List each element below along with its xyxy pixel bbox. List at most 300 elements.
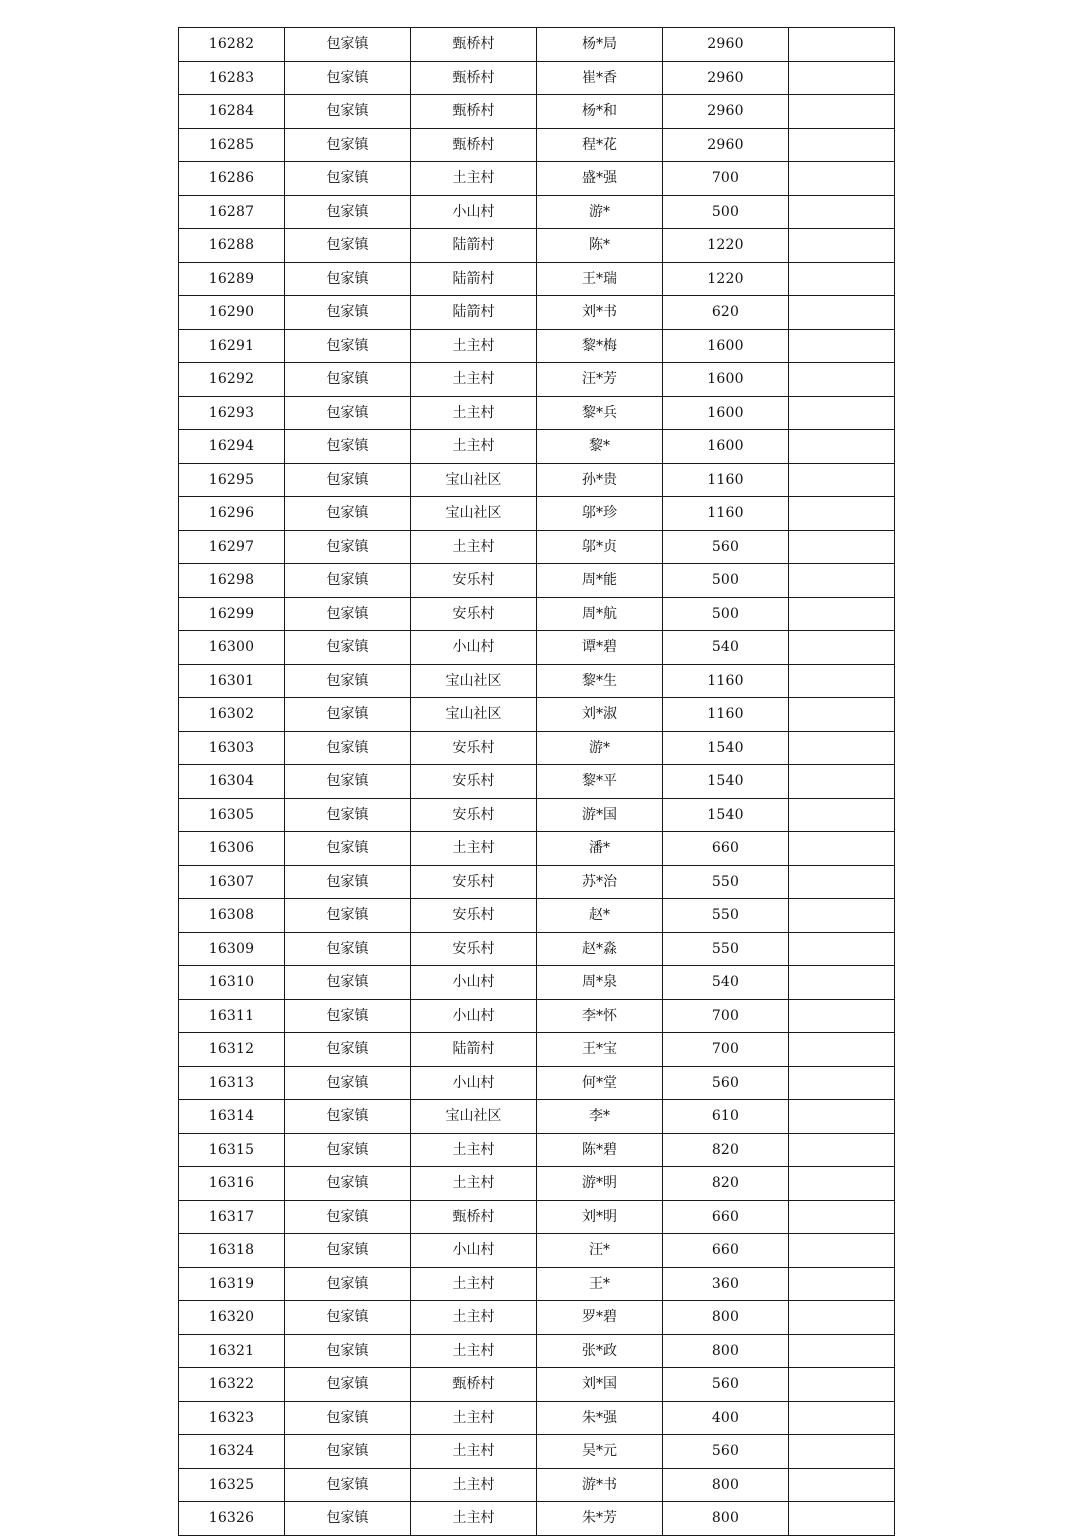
village-cell: 小山村 [411,631,537,665]
name-cell: 刘*书 [537,296,663,330]
village-cell: 土主村 [411,162,537,196]
amount-cell: 1540 [663,765,789,799]
village-cell: 陆箭村 [411,229,537,263]
serial-number-cell: 16292 [179,363,285,397]
table-row [179,698,895,732]
town-cell: 包家镇 [285,966,411,1000]
town-cell: 包家镇 [285,1066,411,1100]
village-cell: 陆箭村 [411,296,537,330]
table-row [179,731,895,765]
serial-number-cell: 16286 [179,162,285,196]
remark-cell [789,162,895,196]
village-cell: 甄桥村 [411,28,537,62]
remark-cell [789,899,895,933]
village-cell: 土主村 [411,530,537,564]
amount-cell: 2960 [663,95,789,129]
serial-number-cell: 16285 [179,128,285,162]
table-row [179,899,895,933]
remark-cell [789,1502,895,1536]
serial-number-cell: 16295 [179,463,285,497]
table-row [179,1267,895,1301]
serial-number-cell: 16303 [179,731,285,765]
table-row [179,28,895,62]
town-cell: 包家镇 [285,1100,411,1134]
name-cell: 李* [537,1100,663,1134]
serial-number-cell: 16304 [179,765,285,799]
table-row [179,396,895,430]
remark-cell [789,1167,895,1201]
remark-cell [789,430,895,464]
remark-cell [789,664,895,698]
amount-cell: 1220 [663,229,789,263]
remark-cell [789,329,895,363]
town-cell: 包家镇 [285,430,411,464]
remark-cell [789,28,895,62]
amount-cell: 700 [663,162,789,196]
town-cell: 包家镇 [285,1401,411,1435]
village-cell: 宝山社区 [411,698,537,732]
name-cell: 周*泉 [537,966,663,1000]
village-cell: 土主村 [411,1401,537,1435]
amount-cell: 500 [663,195,789,229]
village-cell: 小山村 [411,999,537,1033]
serial-number-cell: 16318 [179,1234,285,1268]
table-row [179,564,895,598]
village-cell: 土主村 [411,1301,537,1335]
remark-cell [789,698,895,732]
village-cell: 宝山社区 [411,1100,537,1134]
table-row [179,1100,895,1134]
serial-number-cell: 16310 [179,966,285,1000]
town-cell: 包家镇 [285,1167,411,1201]
amount-cell: 1600 [663,396,789,430]
village-cell: 土主村 [411,1435,537,1469]
serial-number-cell: 16321 [179,1334,285,1368]
name-cell: 杨*和 [537,95,663,129]
amount-cell: 700 [663,1033,789,1067]
amount-cell: 560 [663,1368,789,1402]
amount-cell: 560 [663,1066,789,1100]
town-cell: 包家镇 [285,832,411,866]
amount-cell: 800 [663,1502,789,1536]
table-row [179,631,895,665]
remark-cell [789,128,895,162]
remark-cell [789,1435,895,1469]
amount-cell: 1160 [663,497,789,531]
serial-number-cell: 16288 [179,229,285,263]
village-cell: 陆箭村 [411,1033,537,1067]
remark-cell [789,229,895,263]
amount-cell: 400 [663,1401,789,1435]
amount-cell: 540 [663,966,789,1000]
amount-cell: 660 [663,832,789,866]
name-cell: 朱*芳 [537,1502,663,1536]
amount-cell: 360 [663,1267,789,1301]
town-cell: 包家镇 [285,765,411,799]
table-row [179,664,895,698]
amount-cell: 1600 [663,329,789,363]
name-cell: 黎*平 [537,765,663,799]
name-cell: 杨*局 [537,28,663,62]
name-cell: 潘* [537,832,663,866]
town-cell: 包家镇 [285,262,411,296]
serial-number-cell: 16324 [179,1435,285,1469]
town-cell: 包家镇 [285,564,411,598]
town-cell: 包家镇 [285,798,411,832]
serial-number-cell: 16306 [179,832,285,866]
serial-number-cell: 16289 [179,262,285,296]
table-row [179,765,895,799]
village-cell: 安乐村 [411,798,537,832]
town-cell: 包家镇 [285,296,411,330]
remark-cell [789,1368,895,1402]
serial-number-cell: 16287 [179,195,285,229]
table-row [179,430,895,464]
town-cell: 包家镇 [285,865,411,899]
table-row [179,1200,895,1234]
town-cell: 包家镇 [285,1502,411,1536]
town-cell: 包家镇 [285,363,411,397]
table-row [179,296,895,330]
table-row [179,865,895,899]
serial-number-cell: 16312 [179,1033,285,1067]
name-cell: 李*怀 [537,999,663,1033]
village-cell: 安乐村 [411,731,537,765]
amount-cell: 800 [663,1468,789,1502]
remark-cell [789,296,895,330]
name-cell: 崔*香 [537,61,663,95]
serial-number-cell: 16316 [179,1167,285,1201]
serial-number-cell: 16290 [179,296,285,330]
remark-cell [789,564,895,598]
table-row [179,1435,895,1469]
serial-number-cell: 16322 [179,1368,285,1402]
town-cell: 包家镇 [285,61,411,95]
remark-cell [789,1066,895,1100]
table-row [179,1234,895,1268]
name-cell: 黎*梅 [537,329,663,363]
table-row [179,1401,895,1435]
amount-cell: 1600 [663,363,789,397]
town-cell: 包家镇 [285,1301,411,1335]
name-cell: 游* [537,195,663,229]
remark-cell [789,262,895,296]
table-row [179,229,895,263]
name-cell: 程*花 [537,128,663,162]
town-cell: 包家镇 [285,1133,411,1167]
village-cell: 土主村 [411,1502,537,1536]
remark-cell [789,966,895,1000]
serial-number-cell: 16315 [179,1133,285,1167]
name-cell: 周*能 [537,564,663,598]
remark-cell [789,765,895,799]
records-table-body [179,28,895,1536]
serial-number-cell: 16309 [179,932,285,966]
town-cell: 包家镇 [285,195,411,229]
table-row [179,1133,895,1167]
table-row [179,195,895,229]
serial-number-cell: 16284 [179,95,285,129]
name-cell: 罗*碧 [537,1301,663,1335]
name-cell: 陈*碧 [537,1133,663,1167]
village-cell: 安乐村 [411,597,537,631]
amount-cell: 610 [663,1100,789,1134]
table-row [179,1167,895,1201]
table-row [179,1368,895,1402]
town-cell: 包家镇 [285,497,411,531]
name-cell: 孙*贵 [537,463,663,497]
amount-cell: 820 [663,1133,789,1167]
remark-cell [789,195,895,229]
amount-cell: 2960 [663,28,789,62]
serial-number-cell: 16326 [179,1502,285,1536]
remark-cell [789,832,895,866]
amount-cell: 1540 [663,731,789,765]
name-cell: 邬*贞 [537,530,663,564]
town-cell: 包家镇 [285,329,411,363]
town-cell: 包家镇 [285,1234,411,1268]
serial-number-cell: 16293 [179,396,285,430]
town-cell: 包家镇 [285,1033,411,1067]
village-cell: 安乐村 [411,899,537,933]
village-cell: 甄桥村 [411,61,537,95]
serial-number-cell: 16317 [179,1200,285,1234]
serial-number-cell: 16301 [179,664,285,698]
table-row [179,1301,895,1335]
remark-cell [789,1133,895,1167]
village-cell: 安乐村 [411,865,537,899]
serial-number-cell: 16307 [179,865,285,899]
table-row [179,262,895,296]
town-cell: 包家镇 [285,1334,411,1368]
remark-cell [789,530,895,564]
name-cell: 陈* [537,229,663,263]
village-cell: 土主村 [411,430,537,464]
amount-cell: 560 [663,530,789,564]
village-cell: 小山村 [411,1234,537,1268]
table-row [179,1033,895,1067]
village-cell: 小山村 [411,966,537,1000]
village-cell: 宝山社区 [411,463,537,497]
serial-number-cell: 16300 [179,631,285,665]
serial-number-cell: 16296 [179,497,285,531]
remark-cell [789,597,895,631]
serial-number-cell: 16325 [179,1468,285,1502]
village-cell: 安乐村 [411,564,537,598]
name-cell: 游*明 [537,1167,663,1201]
name-cell: 刘*国 [537,1368,663,1402]
town-cell: 包家镇 [285,229,411,263]
amount-cell: 1220 [663,262,789,296]
name-cell: 游* [537,731,663,765]
name-cell: 游*国 [537,798,663,832]
remark-cell [789,798,895,832]
town-cell: 包家镇 [285,698,411,732]
table-row [179,798,895,832]
amount-cell: 500 [663,597,789,631]
amount-cell: 620 [663,296,789,330]
remark-cell [789,1468,895,1502]
remark-cell [789,61,895,95]
village-cell: 土主村 [411,1334,537,1368]
name-cell: 吴*元 [537,1435,663,1469]
remark-cell [789,865,895,899]
amount-cell: 550 [663,865,789,899]
village-cell: 土主村 [411,363,537,397]
table-row [179,463,895,497]
amount-cell: 1540 [663,798,789,832]
serial-number-cell: 16323 [179,1401,285,1435]
remark-cell [789,731,895,765]
name-cell: 黎* [537,430,663,464]
town-cell: 包家镇 [285,463,411,497]
name-cell: 苏*治 [537,865,663,899]
amount-cell: 550 [663,899,789,933]
table-row [179,832,895,866]
table-row [179,363,895,397]
name-cell: 王*瑞 [537,262,663,296]
name-cell: 王* [537,1267,663,1301]
serial-number-cell: 16302 [179,698,285,732]
remark-cell [789,1401,895,1435]
name-cell: 邬*珍 [537,497,663,531]
village-cell: 小山村 [411,1066,537,1100]
village-cell: 安乐村 [411,932,537,966]
name-cell: 周*航 [537,597,663,631]
village-cell: 土主村 [411,1167,537,1201]
amount-cell: 700 [663,999,789,1033]
serial-number-cell: 16308 [179,899,285,933]
remark-cell [789,497,895,531]
table-row [179,999,895,1033]
name-cell: 谭*碧 [537,631,663,665]
remark-cell [789,95,895,129]
serial-number-cell: 16313 [179,1066,285,1100]
town-cell: 包家镇 [285,731,411,765]
serial-number-cell: 16283 [179,61,285,95]
name-cell: 刘*淑 [537,698,663,732]
serial-number-cell: 16305 [179,798,285,832]
remark-cell [789,932,895,966]
serial-number-cell: 16282 [179,28,285,62]
remark-cell [789,999,895,1033]
village-cell: 土主村 [411,396,537,430]
table-row [179,966,895,1000]
town-cell: 包家镇 [285,631,411,665]
town-cell: 包家镇 [285,1267,411,1301]
village-cell: 甄桥村 [411,128,537,162]
table-row [179,329,895,363]
remark-cell [789,1200,895,1234]
remark-cell [789,1234,895,1268]
town-cell: 包家镇 [285,162,411,196]
table-row [179,1066,895,1100]
name-cell: 汪*芳 [537,363,663,397]
name-cell: 张*政 [537,1334,663,1368]
name-cell: 何*堂 [537,1066,663,1100]
name-cell: 赵* [537,899,663,933]
amount-cell: 540 [663,631,789,665]
table-row [179,597,895,631]
amount-cell: 1160 [663,463,789,497]
serial-number-cell: 16319 [179,1267,285,1301]
name-cell: 刘*明 [537,1200,663,1234]
village-cell: 土主村 [411,1468,537,1502]
town-cell: 包家镇 [285,1200,411,1234]
serial-number-cell: 16311 [179,999,285,1033]
village-cell: 安乐村 [411,765,537,799]
serial-number-cell: 16291 [179,329,285,363]
village-cell: 宝山社区 [411,497,537,531]
serial-number-cell: 16294 [179,430,285,464]
amount-cell: 1600 [663,430,789,464]
amount-cell: 500 [663,564,789,598]
name-cell: 黎*生 [537,664,663,698]
serial-number-cell: 16299 [179,597,285,631]
serial-number-cell: 16297 [179,530,285,564]
name-cell: 王*宝 [537,1033,663,1067]
remark-cell [789,1267,895,1301]
village-cell: 甄桥村 [411,95,537,129]
name-cell: 黎*兵 [537,396,663,430]
town-cell: 包家镇 [285,396,411,430]
remark-cell [789,463,895,497]
village-cell: 宝山社区 [411,664,537,698]
table-row [179,497,895,531]
serial-number-cell: 16320 [179,1301,285,1335]
village-cell: 甄桥村 [411,1368,537,1402]
serial-number-cell: 16298 [179,564,285,598]
village-cell: 土主村 [411,329,537,363]
name-cell: 朱*强 [537,1401,663,1435]
remark-cell [789,1301,895,1335]
name-cell: 盛*强 [537,162,663,196]
town-cell: 包家镇 [285,1468,411,1502]
town-cell: 包家镇 [285,95,411,129]
town-cell: 包家镇 [285,128,411,162]
town-cell: 包家镇 [285,28,411,62]
amount-cell: 1160 [663,664,789,698]
table-row [179,530,895,564]
amount-cell: 1160 [663,698,789,732]
town-cell: 包家镇 [285,597,411,631]
amount-cell: 660 [663,1234,789,1268]
village-cell: 土主村 [411,1133,537,1167]
village-cell: 甄桥村 [411,1200,537,1234]
serial-number-cell: 16314 [179,1100,285,1134]
table-row [179,128,895,162]
amount-cell: 560 [663,1435,789,1469]
remark-cell [789,1334,895,1368]
records-table [178,27,895,1536]
table-row [179,1334,895,1368]
amount-cell: 800 [663,1301,789,1335]
remark-cell [789,1033,895,1067]
town-cell: 包家镇 [285,530,411,564]
town-cell: 包家镇 [285,932,411,966]
table-row [179,932,895,966]
town-cell: 包家镇 [285,664,411,698]
name-cell: 赵*淼 [537,932,663,966]
name-cell: 游*书 [537,1468,663,1502]
table-row [179,1502,895,1536]
remark-cell [789,631,895,665]
table-row [179,162,895,196]
table-row [179,1468,895,1502]
remark-cell [789,363,895,397]
table-row [179,95,895,129]
table-row [179,61,895,95]
